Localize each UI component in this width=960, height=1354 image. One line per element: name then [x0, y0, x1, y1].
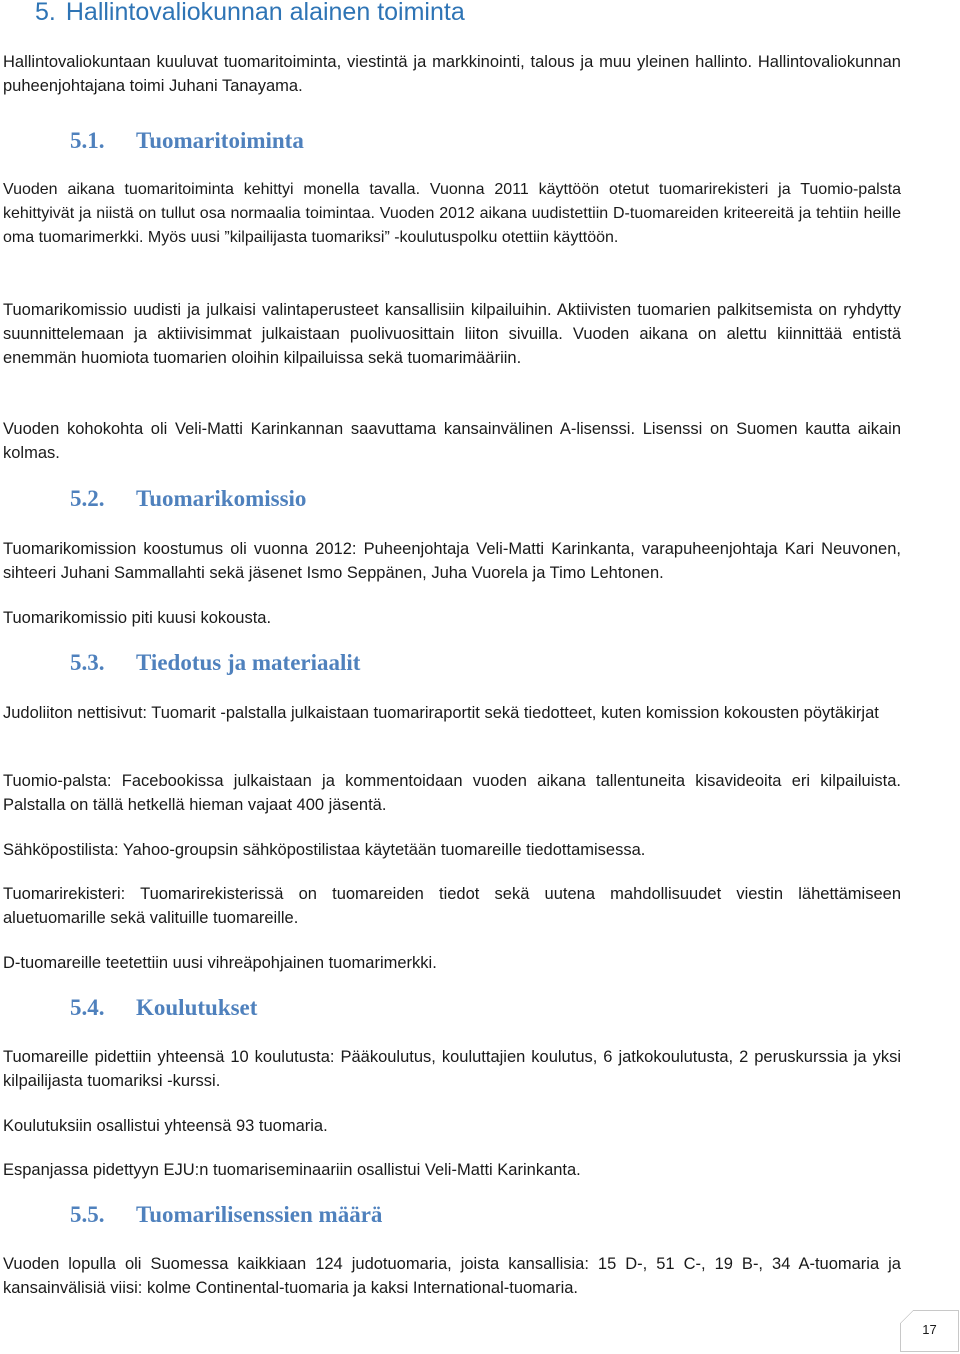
page-number: 17: [922, 1322, 937, 1337]
chapter-number: 5.: [35, 0, 56, 26]
chapter-heading: [35, 0, 465, 27]
chapter-title: Hallintovaliokunnan alainen toiminta: [65, 0, 465, 26]
section-title: Tuomarikomissio: [136, 486, 307, 511]
paragraph: Tuomarikomission koostumus oli vuonna 2012: Puheenjohtaja Veli-Matti Karinkanta, varapuheenjohtaja Kari Neuvonen, sihteeri Juhani Sammallahti sekä jäsenet Ismo Seppänen, Juha Vuorela ja Timo Lehtonen.: [3, 540, 901, 582]
section-number: 5.2.: [70, 486, 105, 511]
intro-paragraph: Hallintovaliokuntaan kuuluvat tuomaritoiminta, viestintä ja markkinointi, talous ja muu yleinen hallinto. Hallintovaliokunnan puheenjohtajana toimi Juhani Tanayama.: [3, 53, 901, 95]
page-number-box: [900, 1310, 959, 1352]
section-number: 5.5.: [70, 1202, 105, 1227]
paragraph: Sähköpostilista: Yahoo-groupsin sähköpostilistaa käytetään tuomareille tiedottamisessa.: [3, 841, 646, 859]
paragraph: Tuomarikomissio piti kuusi kokousta.: [3, 609, 272, 627]
section-heading-tuomarikomissio: [70, 486, 306, 512]
section-number: 5.1.: [70, 128, 105, 153]
paragraph: Koulutuksiin osallistui yhteensä 93 tuomaria.: [3, 1117, 328, 1135]
paragraph: Espanjassa pidettyyn EJU:n tuomariseminaariin osallistui Veli-Matti Karinkanta.: [3, 1161, 581, 1179]
section-title: Tuomarilisenssien määrä: [136, 1202, 383, 1227]
paragraph: Vuoden aikana tuomaritoiminta kehittyi monella tavalla. Vuonna 2011 käyttöön otetut tuomarirekisteri ja Tuomio-palsta kehittyivät ja niistä on tullut osa normaalia toimintaa. Vuoden 2012 aikana uudistettiin D-tuomareiden kriteereitä ja tehtiin heille oma tuomarimerkki. Myös uusi ”kilpailijasta tuomariksi” -koulutuspolku otettiin käyttöön.: [3, 181, 901, 246]
paragraph: Tuomarirekisteri: Tuomarirekisterissä on tuomareiden tiedot sekä uutena mahdollisuudet viestin lähettämiseen aluetuomarille sekä valituille tuomareille.: [3, 885, 901, 927]
paragraph: Tuomareille pidettiin yhteensä 10 koulutusta: Pääkoulutus, kouluttajien koulutus, 6 jatkokoulutusta, 2 peruskurssia ja yksi kilpailijasta tuomariksi -kurssi.: [3, 1048, 901, 1090]
paragraph: D-tuomareille teetettiin uusi vihreäpohjainen tuomarimerkki.: [3, 954, 437, 972]
paragraph: Judoliiton nettisivut: Tuomarit -palstalla julkaistaan tuomariraportit sekä tiedotteet, kuten komission kokousten pöytäkirjat: [3, 704, 879, 722]
section-heading-tiedotus: [70, 650, 360, 676]
paragraph: Vuoden kohokohta oli Veli-Matti Karinkannan saavuttama kansainvälinen A-lisenssi. Lisenssi on Suomen kautta aikain kolmas.: [3, 420, 901, 462]
paragraph: Tuomio-palsta: Facebookissa julkaistaan ja kommentoidaan vuoden aikana tallentuneita kisavideoita eri kilpailuista. Palstalla on tällä hetkellä hieman vajaat 400 jäsentä.: [3, 772, 901, 814]
section-title: Tiedotus ja materiaalit: [136, 650, 361, 675]
paragraph: Vuoden lopulla oli Suomessa kaikkiaan 124 judotuomaria, joista kansallisia: 15 D-, 51 C-, 19 B-, 34 A-tuomaria ja kansainvälisiä viisi: kolme Continental-tuomaria ja kaksi International-tuomaria.: [3, 1255, 901, 1297]
section-heading-tuomarilisenssit: [70, 1202, 382, 1228]
section-heading-tuomaritoiminta: [70, 128, 304, 154]
section-title: Koulutukset: [136, 995, 258, 1020]
section-number: 5.4.: [70, 995, 105, 1020]
section-heading-koulutukset: [70, 995, 257, 1021]
section-title: Tuomaritoiminta: [136, 128, 304, 153]
paragraph: Tuomarikomissio uudisti ja julkaisi valintaperusteet kansallisiin kilpailuihin. Aktiivisten tuomarien palkitsemista on ryhdytty suunnittelemaan ja aktiivisimmat julkaistaan puolivuosittain liiton sivuilla. Vuoden aikana on alettu kiinnittää entistä enemmän huomiota tuomarien oloihin kilpailuissa sekä tuomarimääriin.: [3, 301, 901, 367]
section-number: 5.3.: [70, 650, 105, 675]
